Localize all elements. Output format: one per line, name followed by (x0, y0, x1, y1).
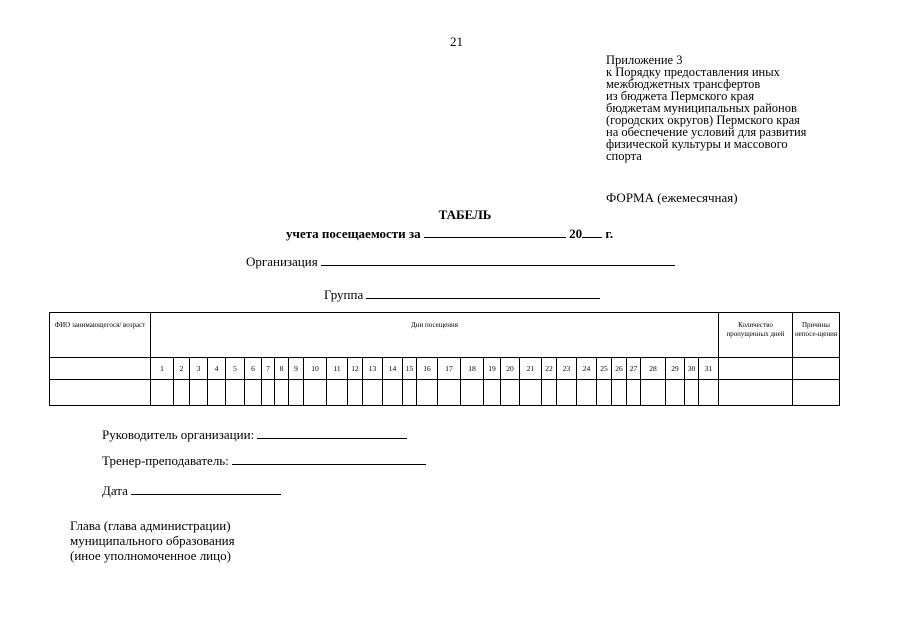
head-of-administration-block (70, 518, 235, 563)
table-cell[interactable] (484, 380, 501, 406)
day-number-cell: 4 (208, 358, 226, 380)
day-number-cell: 11 (327, 358, 348, 380)
year-suffix: г. (605, 226, 614, 241)
table-header-row (50, 313, 840, 358)
attendance-table (49, 312, 840, 406)
year-prefix: 20 (569, 226, 583, 241)
fio-header: ФИО занимающегося/ возраст (50, 313, 151, 358)
table-cell[interactable] (577, 380, 597, 406)
day-number-cell: 30 (685, 358, 699, 380)
table-cell[interactable] (542, 380, 557, 406)
appendix-line: на обеспечение условий для развития (606, 125, 807, 139)
table-cell[interactable] (597, 380, 612, 406)
day-number-cell: 21 (520, 358, 542, 380)
day-number-cell: 10 (304, 358, 327, 380)
day-number-cell: 8 (275, 358, 289, 380)
month-blank[interactable] (424, 226, 566, 238)
day-number-cell: 19 (484, 358, 501, 380)
day-number-cell: 12 (348, 358, 363, 380)
date-blank[interactable] (131, 483, 281, 495)
date-row (102, 483, 281, 499)
appendix-line: к Порядку предоставления иных (606, 65, 780, 79)
missed-days-header: Количество пропущенных дней (719, 313, 793, 358)
appendix-line: из бюджета Пермского края (606, 89, 755, 103)
days-header: Дни посещения (151, 313, 719, 358)
table-cell[interactable] (151, 380, 174, 406)
day-number-cell: 26 (612, 358, 627, 380)
day-number-cell: 27 (627, 358, 641, 380)
table-cell[interactable] (208, 380, 226, 406)
day-number-cell: 6 (245, 358, 262, 380)
appendix-block (606, 54, 896, 162)
table-cell[interactable] (417, 380, 438, 406)
year-blank[interactable] (582, 226, 602, 238)
table-cell[interactable] (627, 380, 641, 406)
day-number-cell: 13 (363, 358, 383, 380)
form-label: ФОРМА (ежемесячная) (606, 190, 738, 205)
head-line: Глава (глава администрации) (70, 518, 231, 533)
appendix-line: бюджетам муниципальных районов (606, 101, 797, 115)
table-cell[interactable] (685, 380, 699, 406)
director-signature-row (102, 427, 407, 443)
table-row (50, 380, 840, 406)
day-number-cell: 31 (699, 358, 719, 380)
appendix-line: межбюджетных трансфертов (606, 77, 761, 91)
day-number-cell: 24 (577, 358, 597, 380)
table-cell[interactable] (557, 380, 577, 406)
day-number-cell: 15 (403, 358, 417, 380)
day-number-cell: 3 (190, 358, 208, 380)
table-cell[interactable] (719, 380, 793, 406)
table-cell[interactable] (699, 380, 719, 406)
table-cell[interactable] (190, 380, 208, 406)
table-cell[interactable] (275, 380, 289, 406)
day-number-cell: 9 (289, 358, 304, 380)
appendix-line: (городских округов) Пермского края (606, 113, 800, 127)
table-cell[interactable] (327, 380, 348, 406)
head-line: (иное уполномоченное лицо) (70, 548, 231, 563)
table-cell[interactable] (612, 380, 627, 406)
day-number-cell: 20 (501, 358, 520, 380)
group-blank[interactable] (366, 287, 600, 299)
table-cell[interactable] (226, 380, 245, 406)
document-title: ТАБЕЛЬ (438, 207, 492, 222)
organization-label: Организация (246, 254, 318, 269)
day-number-cell: 7 (262, 358, 275, 380)
table-cell[interactable] (793, 380, 840, 406)
page-number: 21 (450, 34, 463, 49)
table-cell[interactable] (501, 380, 520, 406)
table-cell[interactable] (438, 380, 461, 406)
day-number-cell: 2 (174, 358, 190, 380)
director-label: Руководитель организации: (102, 427, 255, 442)
table-cell[interactable] (403, 380, 417, 406)
day-number-cell: 1 (151, 358, 174, 380)
day-number-cell: 16 (417, 358, 438, 380)
reasons-header: Причины непосе-щения (793, 313, 840, 358)
trainer-signature-row (102, 453, 426, 469)
table-cell[interactable] (666, 380, 685, 406)
group-label: Группа (324, 287, 364, 302)
head-line: муниципального образования (70, 533, 235, 548)
trainer-signature-blank[interactable] (232, 453, 426, 465)
missed-days-cell[interactable] (719, 358, 793, 380)
day-number-cell: 17 (438, 358, 461, 380)
organization-blank[interactable] (321, 254, 675, 266)
day-number-cell: 29 (666, 358, 685, 380)
table-cell[interactable] (383, 380, 403, 406)
table-cell[interactable] (520, 380, 542, 406)
table-cell[interactable] (245, 380, 262, 406)
document-subtitle (286, 226, 613, 242)
table-cell[interactable] (363, 380, 383, 406)
director-signature-blank[interactable] (257, 427, 407, 439)
table-cell[interactable] (174, 380, 190, 406)
day-number-cell: 18 (461, 358, 484, 380)
day-number-cell: 14 (383, 358, 403, 380)
table-cell[interactable] (289, 380, 304, 406)
day-number-cell: 28 (641, 358, 666, 380)
fio-cell[interactable] (50, 358, 151, 380)
reasons-cell[interactable] (793, 358, 840, 380)
appendix-line: физической культуры и массового (606, 137, 788, 151)
group-row (324, 287, 600, 303)
table-cell[interactable] (50, 380, 151, 406)
table-cell[interactable] (304, 380, 327, 406)
table-cell[interactable] (262, 380, 275, 406)
table-cell[interactable] (461, 380, 484, 406)
appendix-line: Приложение 3 (606, 53, 683, 67)
day-number-cell: 22 (542, 358, 557, 380)
day-number-cell: 23 (557, 358, 577, 380)
appendix-line: спорта (606, 149, 642, 163)
subtitle-prefix: учета посещаемости за (286, 226, 421, 241)
date-label: Дата (102, 483, 128, 498)
organization-row (246, 254, 675, 270)
day-number-cell: 5 (226, 358, 245, 380)
day-numbers-row (50, 358, 840, 380)
table-cell[interactable] (641, 380, 666, 406)
day-number-cell: 25 (597, 358, 612, 380)
table-cell[interactable] (348, 380, 363, 406)
trainer-label: Тренер-преподаватель: (102, 453, 229, 468)
